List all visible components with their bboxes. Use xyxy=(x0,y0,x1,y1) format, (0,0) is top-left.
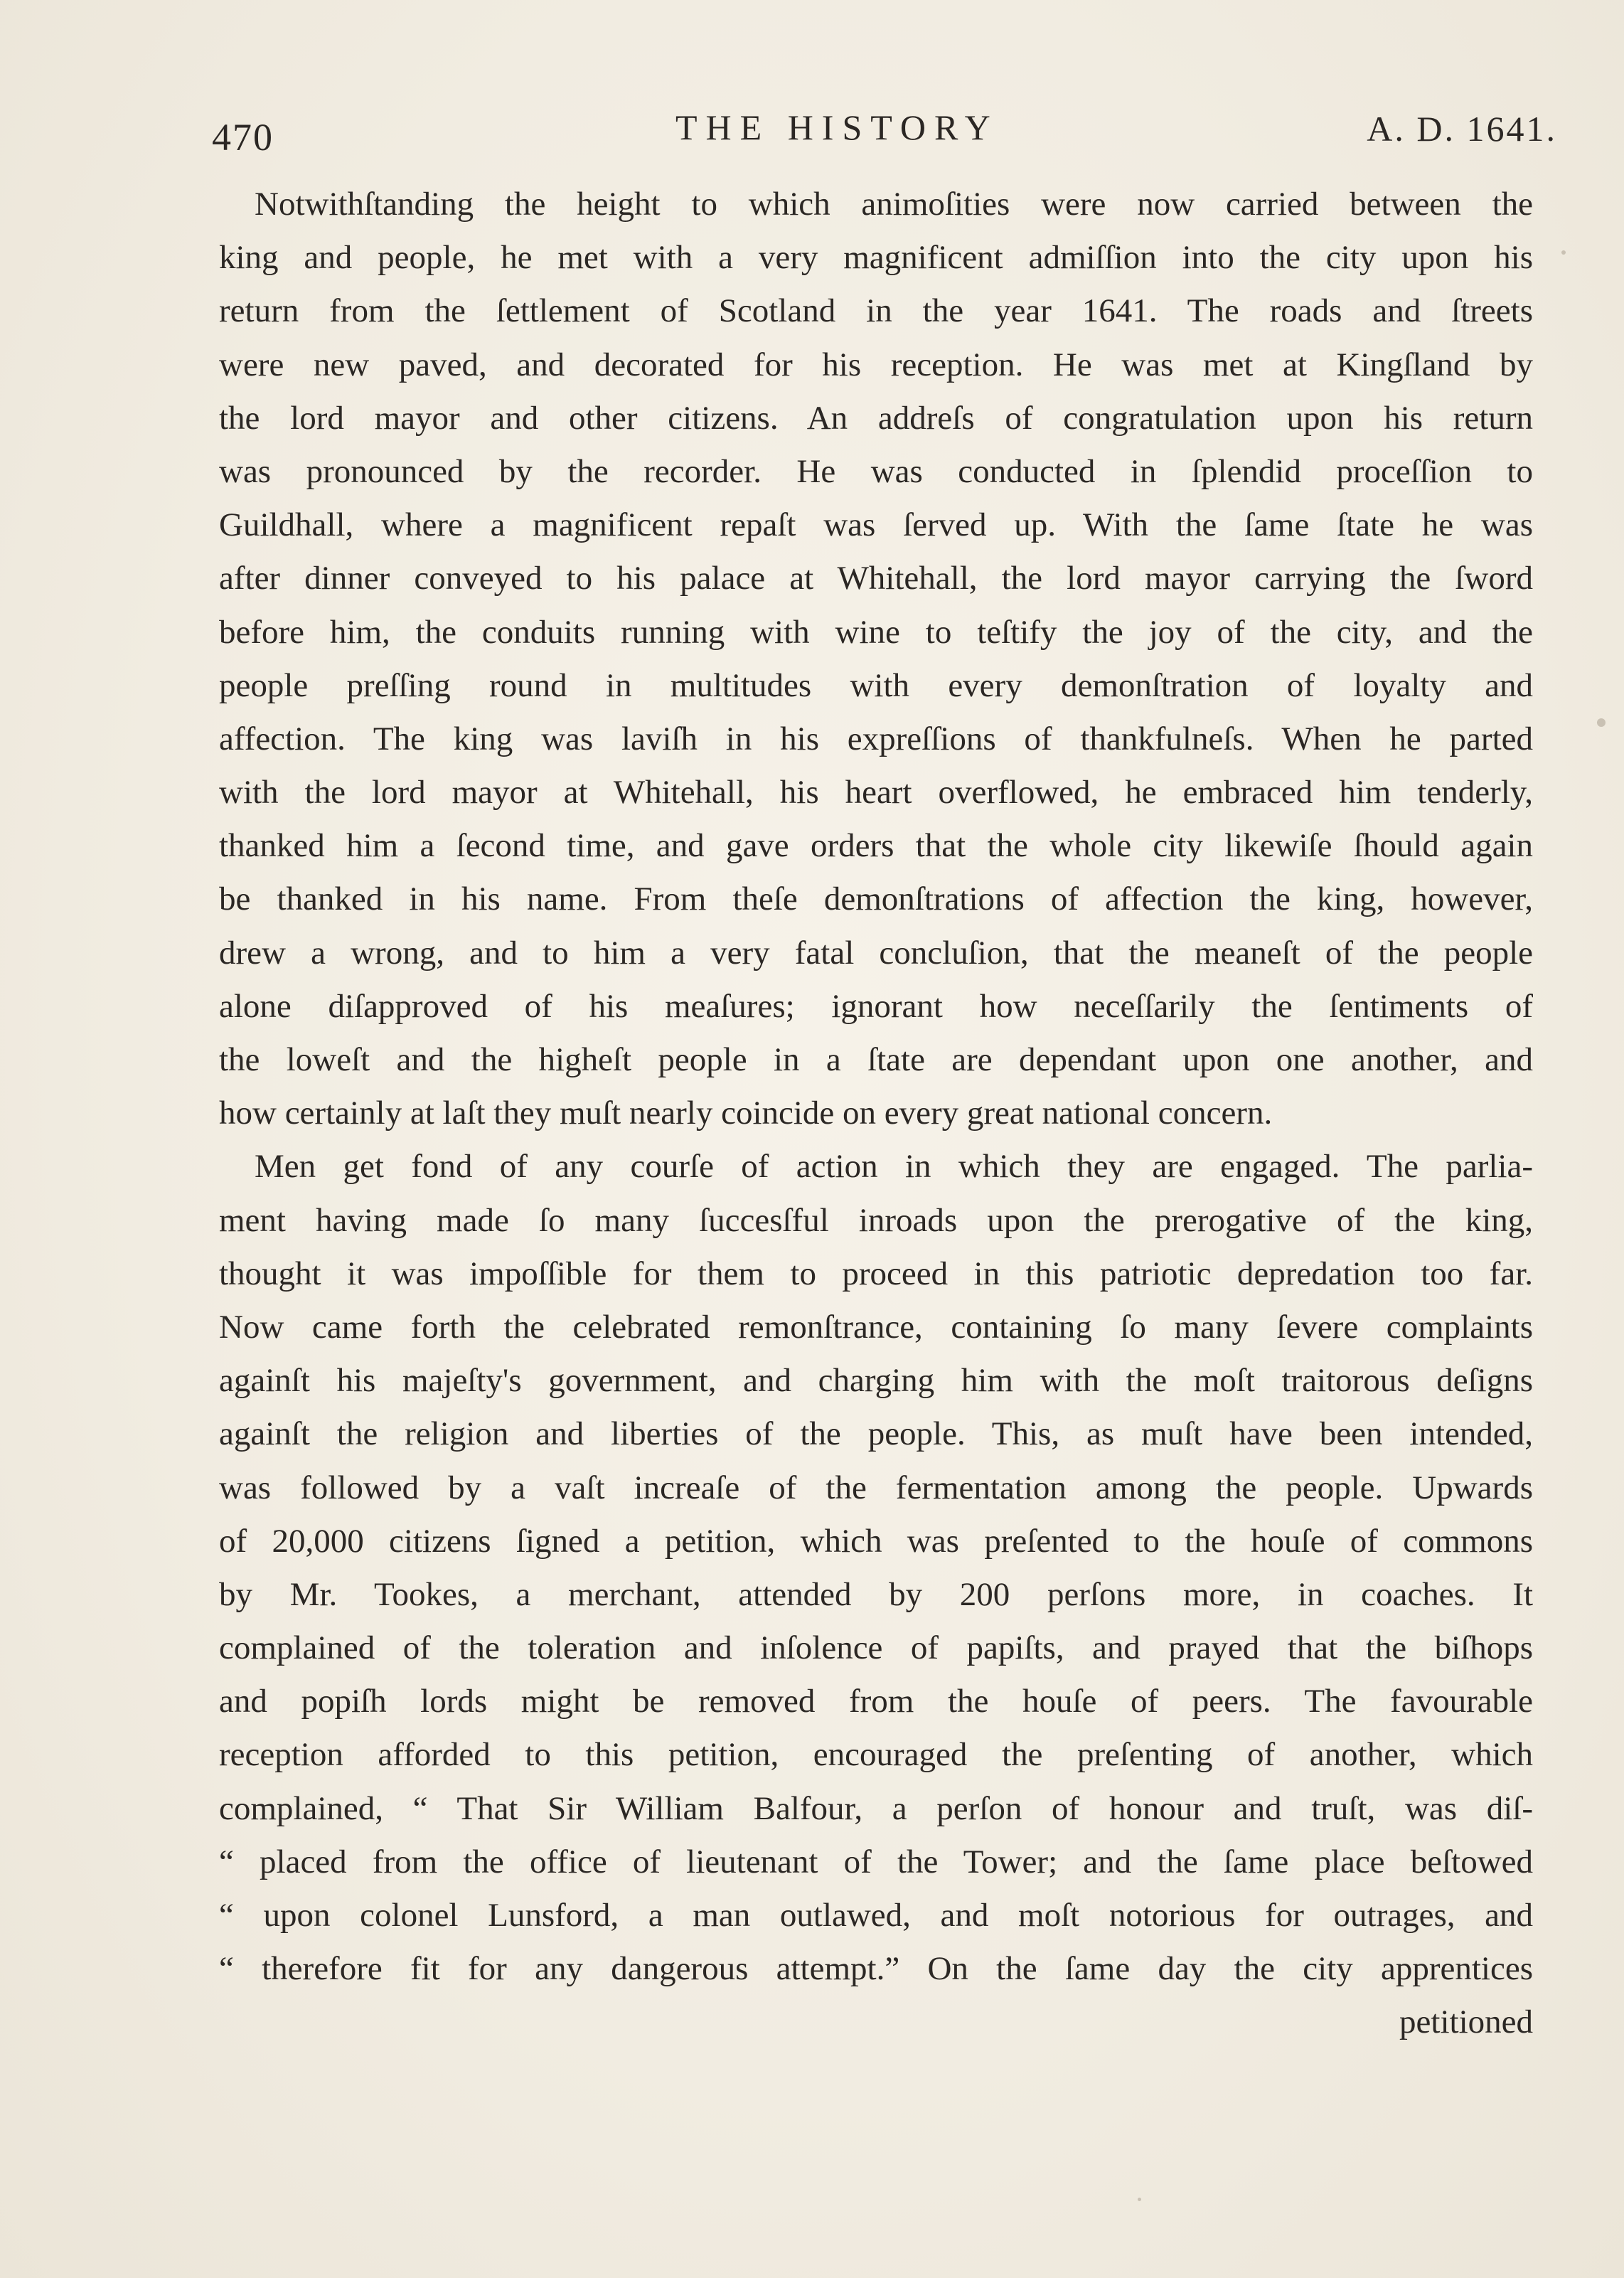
text-line: againſt the religion and liberties of the people. This, as muſt have been intended, xyxy=(219,1415,1533,1453)
text-line: the loweſt and the higheſt people in a ſtate are dependant upon one another, and xyxy=(219,1041,1533,1078)
running-head xyxy=(206,107,1557,159)
text-line: were new paved, and decorated for his reception. He was met at Kingſland by xyxy=(219,346,1533,383)
running-title: THE HISTORY xyxy=(675,107,999,147)
text-line: complained, “ That Sir William Balfour, a perſon of honour and truſt, was diſ- xyxy=(219,1789,1533,1827)
text-line: Guildhall, where a magnificent repaſt was ſerved up. With the ſame ſtate he was xyxy=(219,506,1533,544)
text-line: of 20,000 citizens ſigned a petition, which was preſented to the houſe of commons xyxy=(219,1522,1533,1560)
text-line: be thanked in his name. From theſe demonſtrations of affection the king, however, xyxy=(219,880,1533,918)
page-number: 470 xyxy=(212,116,274,159)
paper-speck xyxy=(1561,250,1566,255)
text-line: the lord mayor and other citizens. An addreſs of congratulation upon his return xyxy=(219,399,1533,437)
text-line: “ upon colonel Lunsford, a man outlawed, and moſt notorious for outrages, and xyxy=(219,1897,1533,1934)
text-line: was followed by a vaſt increaſe of the fermentation among the people. Upwards xyxy=(219,1469,1533,1506)
text-line: by Mr. Tookes, a merchant, attended by 200 perſons more, in coaches. It xyxy=(219,1575,1533,1613)
text-line: drew a wrong, and to him a very fatal concluſion, that the meaneſt of the people xyxy=(219,934,1533,972)
text-line: complained of the toleration and inſolence of papiſts, and prayed that the biſhops xyxy=(219,1629,1533,1667)
paper-speck xyxy=(1597,718,1606,727)
text-line: Now came forth the celebrated remonſtrance, containing ſo many ſevere complaints xyxy=(219,1308,1533,1346)
text-line: how certainly at laſt they muſt nearly coincide on every great national concern. xyxy=(219,1095,1273,1132)
text-line: thanked him a ſecond time, and gave orders that the whole city likewiſe ſhould again xyxy=(219,827,1533,865)
text-line: people preſſing round in multitudes with every demonſtration of loyalty and xyxy=(219,666,1533,704)
text-line: againſt his majeſty's government, and charging him with the moſt traitorous deſigns xyxy=(219,1362,1533,1400)
text-line: “ therefore fit for any dangerous attempt.” On the ſame day the city apprentices xyxy=(219,1950,1533,1988)
text-line: return from the ſettlement of Scotland in the year 1641. The roads and ſtreets xyxy=(219,292,1533,330)
text-line: was pronounced by the recorder. He was conducted in ſplendid proceſſion to xyxy=(219,452,1533,490)
text-line: with the lord mayor at Whitehall, his heart overflowed, he embraced him tenderly, xyxy=(219,774,1533,811)
text-line: king and people, he met with a very magnificent admiſſion into the city upon his xyxy=(219,239,1533,277)
year-heading: A. D. 1641. xyxy=(1367,109,1557,149)
body-text xyxy=(219,178,1533,2050)
catchword: petitioned xyxy=(1399,2003,1533,2041)
text-line: ment having made ſo many ſuccesſful inroads upon the prerogative of the king, xyxy=(219,1201,1533,1239)
text-line: after dinner conveyed to his palace at Whitehall, the lord mayor carrying the ſword xyxy=(219,560,1533,597)
text-line: reception afforded to this petition, encouraged the preſenting of another, which xyxy=(219,1736,1533,1774)
text-line: alone diſapproved of his meaſures; ignorant how neceſſarily the ſentiments of xyxy=(219,987,1533,1025)
text-line: before him, the conduits running with wine to teſtify the joy of the city, and the xyxy=(219,613,1533,651)
text-line: “ placed from the office of lieutenant of the Tower; and the ſame place beſtowed xyxy=(219,1843,1533,1880)
text-line: Men get fond of any courſe of action in which they are engaged. The parlia- xyxy=(255,1148,1533,1186)
text-line: and popiſh lords might be removed from the houſe of peers. The favourable xyxy=(219,1683,1533,1720)
text-line: Notwithſtanding the height to which animoſities were now carried between the xyxy=(255,186,1533,223)
text-line: affection. The king was laviſh in his expreſſions of thankfulneſs. When he parted xyxy=(219,720,1533,757)
text-line: thought it was impoſſible for them to proceed in this patriotic depredation too far. xyxy=(219,1255,1533,1292)
paper-speck xyxy=(1138,2198,1141,2201)
